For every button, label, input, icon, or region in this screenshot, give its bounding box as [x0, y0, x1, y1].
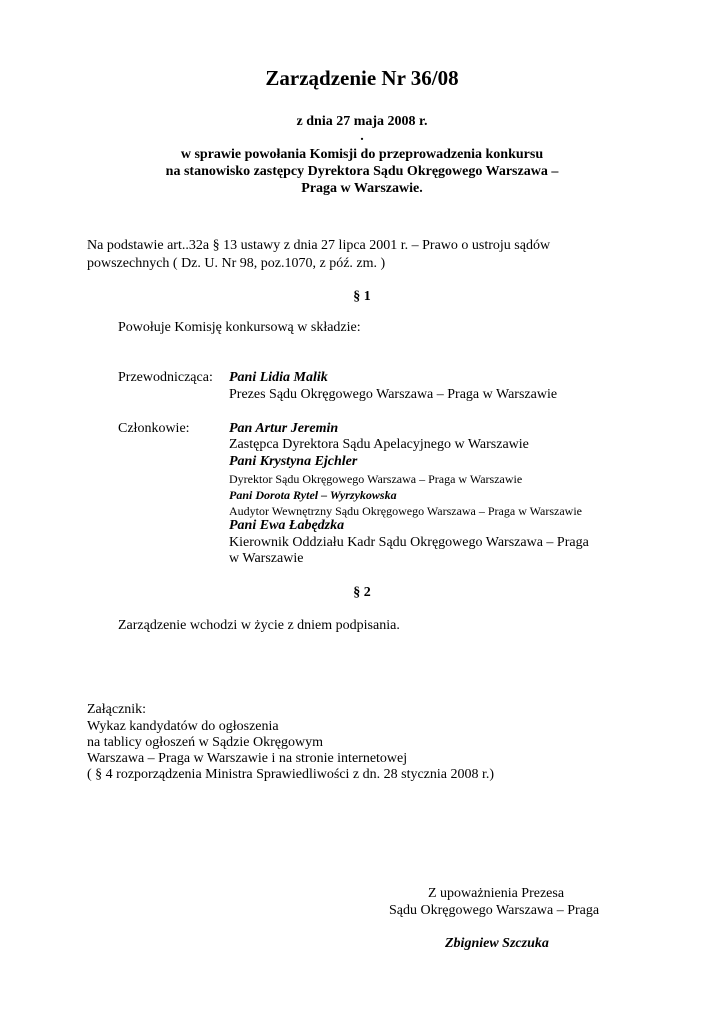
member-role: Kierownik Oddziału Kadr Sądu Okręgowego Warszawa – Praga — [229, 535, 589, 550]
document-title: Zarządzenie Nr 36/08 — [265, 66, 459, 90]
member-name: Pan Artur Jeremin — [229, 421, 339, 436]
separator-dot: . — [360, 129, 364, 144]
attachment-label: Załącznik: — [87, 702, 147, 717]
chair-name: Pani Lidia Malik — [229, 370, 328, 385]
attachment-line: na tablicy ogłoszeń w Sądzie Okręgowym — [87, 735, 323, 750]
signature-authorization: Z upoważnienia Prezesa — [428, 886, 565, 901]
chair-label: Przewodnicząca: — [118, 370, 213, 385]
member-name: Pani Krystyna Ejchler — [229, 454, 358, 469]
legal-basis-line-1: Na podstawie art..32a § 13 ustawy z dnia 27 lipca 2001 r. – Prawo o ustroju sądów — [87, 238, 551, 253]
member-role: Dyrektor Sądu Okręgowego Warszawa – Praga w Warszawie — [229, 472, 523, 486]
attachment-line: Warszawa – Praga w Warszawie i na stronie internetowej — [87, 751, 408, 766]
signature-court: Sądu Okręgowego Warszawa – Praga — [389, 903, 600, 918]
members-label: Członkowie: — [118, 421, 190, 436]
member-role: Audytor Wewnętrzny Sądu Okręgowego Warszawa – Praga w Warszawie — [229, 504, 582, 518]
attachment-line: ( § 4 rozporządzenia Ministra Sprawiedliwości z dn. 28 stycznia 2008 r.) — [87, 767, 495, 782]
date-line: z dnia 27 maja 2008 r. — [296, 114, 428, 129]
attachment-line: Wykaz kandydatów do ogłoszenia — [87, 719, 279, 734]
signature-name: Zbigniew Szczuka — [445, 936, 549, 951]
member-name: Pani Ewa Łabędzka — [229, 518, 345, 533]
member-role: Zastępca Dyrektora Sądu Apelacyjnego w Warszawie — [229, 437, 529, 452]
member-role: w Warszawie — [229, 551, 304, 566]
chair-role: Prezes Sądu Okręgowego Warszawa – Praga w Warszawie — [229, 387, 558, 402]
subject-line-3: Praga w Warszawie. — [301, 181, 423, 196]
legal-basis-line-2: powszechnych ( Dz. U. Nr 98, poz.1070, z póź. zm. ) — [87, 256, 386, 271]
section-1-heading: § 1 — [353, 289, 371, 304]
subject-line-2: na stanowisko zastępcy Dyrektora Sądu Okręgowego Warszawa – — [165, 164, 559, 179]
effective-date-text: Zarządzenie wchodzi w życie z dniem podpisania. — [118, 618, 400, 633]
member-name: Pani Dorota Rytel – Wyrzykowska — [229, 488, 397, 502]
section-2-heading: § 2 — [353, 585, 371, 600]
subject-line-1: w sprawie powołania Komisji do przeprowadzenia konkursu — [180, 147, 544, 162]
committee-intro: Powołuje Komisję konkursową w składzie: — [118, 320, 361, 335]
